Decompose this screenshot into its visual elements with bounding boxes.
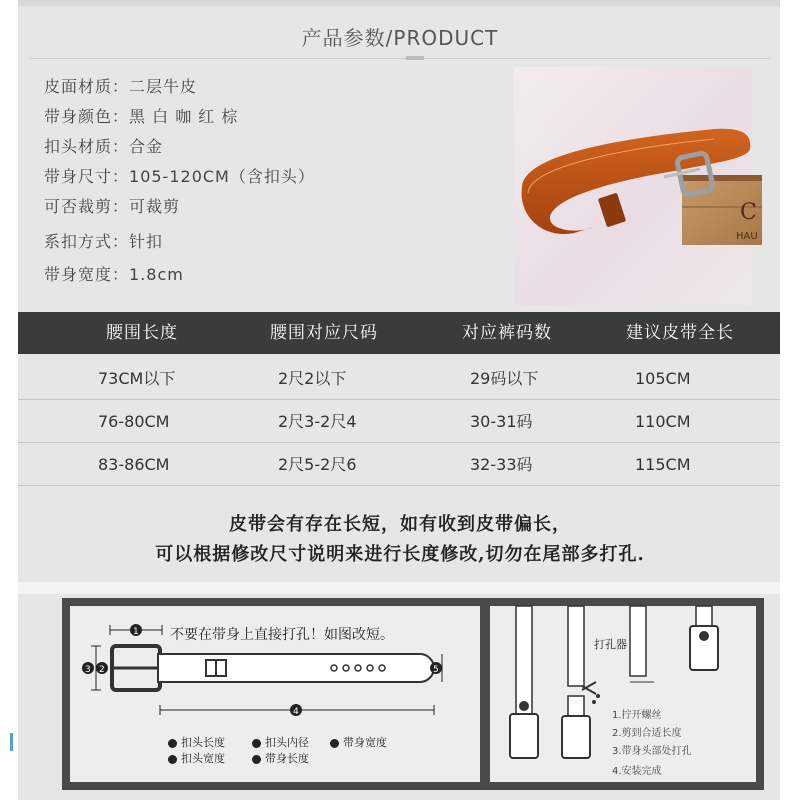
- cell-size: 2尺3-2尺4: [278, 412, 357, 431]
- cell-pants: 30-31码: [470, 412, 533, 431]
- legend-item: 扣头内径: [252, 734, 309, 750]
- cell-size: 2尺2以下: [278, 369, 347, 388]
- col-length: 建议皮带全长: [626, 323, 734, 343]
- box-subtext: HAU: [736, 231, 758, 242]
- notice-line-2: 可以根据修改尺寸说明来进行长度修改,切勿在尾部多打孔.: [155, 544, 645, 565]
- spec-colors: 带身颜色：黑 白 咖 红 棕: [44, 107, 239, 126]
- spec-buckle-material: 扣头材质：合金: [44, 137, 164, 156]
- edge-mark: [10, 733, 13, 751]
- product-photo: [514, 67, 758, 305]
- cell-size: 2尺5-2尺6: [278, 455, 357, 474]
- cell-length: 110CM: [635, 412, 691, 431]
- cell-pants: 29码以下: [470, 369, 539, 388]
- legend-item: 带身宽度: [330, 734, 387, 750]
- legend-item: 扣头宽度: [168, 750, 225, 766]
- svg-text:4: 4: [293, 707, 299, 717]
- svg-text:1: 1: [133, 627, 139, 637]
- col-pants: 对应裤码数: [462, 323, 552, 343]
- top-strip: [18, 0, 780, 6]
- notice-line-1: 皮带会有存在长短，如有收到皮带偏长，: [229, 514, 571, 535]
- belt-illustration: [514, 67, 758, 305]
- cell-length: 115CM: [635, 455, 691, 474]
- cell-length: 105CM: [635, 369, 691, 388]
- page-title: 产品参数/PRODUCT: [301, 26, 499, 50]
- cell-waist: 83-86CM: [98, 455, 170, 474]
- table-row: [18, 400, 780, 443]
- title-divider-tick: [406, 56, 424, 60]
- section-separator: [18, 582, 780, 594]
- puncher-label: 打孔器: [594, 638, 627, 651]
- col-size: 腰围对应尺码: [270, 323, 378, 343]
- legend-item: 扣头长度: [168, 734, 225, 750]
- step-3: 3.带身头部处打孔: [612, 746, 692, 757]
- spec-width: 带身宽度：1.8cm: [44, 265, 184, 284]
- diagram-tip: 不要在带身上直接打孔！如图改短。: [170, 627, 394, 643]
- step-2: 2.剪到合适长度: [612, 728, 682, 739]
- diagram-strap: [158, 654, 434, 682]
- size-table-header: [18, 312, 780, 354]
- svg-text:2: 2: [99, 665, 105, 675]
- step-1: 1.拧开螺丝: [612, 710, 662, 721]
- table-row: [18, 443, 780, 486]
- title-divider: [30, 58, 770, 59]
- spec-size: 带身尺寸：105-120CM（含扣头）: [44, 167, 315, 186]
- box-letter: C: [740, 200, 757, 225]
- svg-text:5: 5: [433, 665, 439, 675]
- belt-loop: [598, 193, 626, 228]
- col-waist: 腰围长度: [106, 323, 178, 343]
- spec-material: 皮面材质：二层牛皮: [44, 77, 198, 96]
- cell-waist: 73CM以下: [98, 369, 176, 388]
- cell-waist: 76-80CM: [98, 412, 170, 431]
- spec-cuttable: 可否裁剪：可裁剪: [44, 197, 181, 216]
- svg-text:3: 3: [85, 665, 91, 675]
- step-4: 4.安装完成: [612, 766, 662, 777]
- cell-pants: 32-33码: [470, 455, 533, 474]
- spec-fastening: 系扣方式：针扣: [44, 232, 164, 251]
- table-row: [18, 357, 780, 400]
- legend-item: 带身长度: [252, 750, 309, 766]
